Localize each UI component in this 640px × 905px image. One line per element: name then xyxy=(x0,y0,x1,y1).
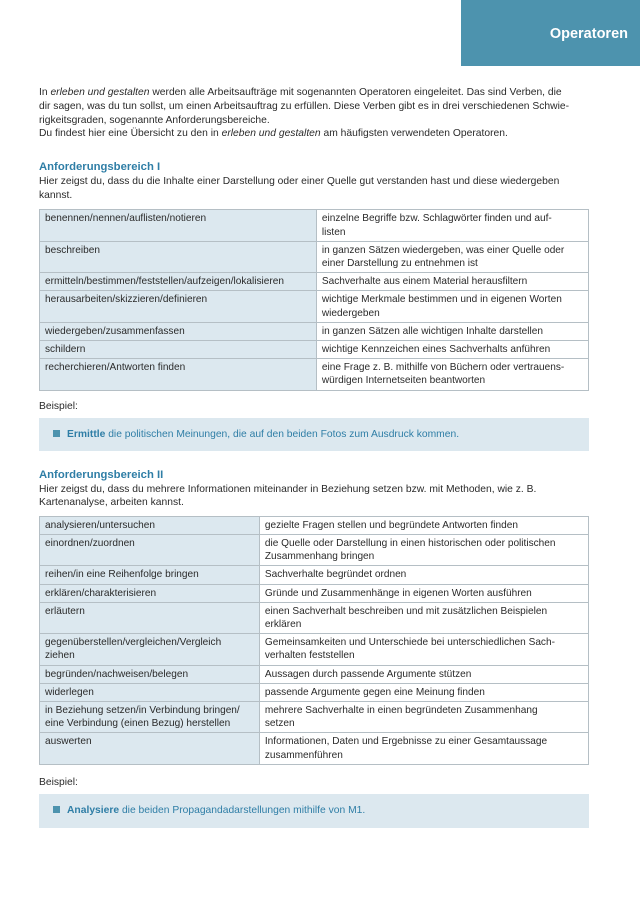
table-row xyxy=(40,535,589,566)
description-cell: Aussagen durch passende Argumente stützen xyxy=(259,665,588,683)
operator-cell: beschreiben xyxy=(40,241,317,272)
operator-cell: recherchieren/Antworten finden xyxy=(40,359,317,390)
description-cell: passende Argumente gegen eine Meinung finden xyxy=(259,683,588,701)
bullet-square-icon xyxy=(53,806,60,813)
description-cell: wichtige Kennzeichen eines Sachverhalts anführen xyxy=(316,341,588,359)
description-cell: einen Sachverhalt beschreiben und mit zusätzlichen Beispielen erklären xyxy=(259,602,588,633)
operator-cell: wiedergeben/zusammenfassen xyxy=(40,322,317,340)
table-row xyxy=(40,702,589,733)
operator-table-2 xyxy=(39,516,589,765)
table-row xyxy=(40,665,589,683)
operator-cell: schildern xyxy=(40,341,317,359)
table-row xyxy=(40,241,589,272)
table-row xyxy=(40,733,589,764)
operator-table-1 xyxy=(39,209,589,390)
table-row xyxy=(40,584,589,602)
bullet-square-icon xyxy=(53,430,60,437)
operator-cell: ermitteln/bestimmen/feststellen/aufzeigen/lokalisieren xyxy=(40,273,317,291)
chapter-title: Operatoren xyxy=(549,26,628,42)
operator-cell: einordnen/zuordnen xyxy=(40,535,260,566)
description-cell: Sachverhalte begründet ordnen xyxy=(259,566,588,584)
description-cell: Sachverhalte aus einem Material herausfiltern xyxy=(316,273,588,291)
description-cell: gezielte Fragen stellen und begründete Antworten finden xyxy=(259,516,588,534)
example-label: Beispiel: xyxy=(39,400,78,412)
chapter-header-tab xyxy=(461,0,640,66)
description-cell: einzelne Begriffe bzw. Schlagwörter finden und auf- listen xyxy=(316,210,588,241)
description-cell: Gründe und Zusammenhänge in eigenen Worten ausführen xyxy=(259,584,588,602)
description-cell: Gemeinsamkeiten und Unterschiede bei unterschiedlichen Sach- verhalten feststellen xyxy=(259,634,588,665)
operator-cell: erläutern xyxy=(40,602,260,633)
operator-cell: analysieren/untersuchen xyxy=(40,516,260,534)
table-row xyxy=(40,634,589,665)
section-description: Hier zeigst du, dass du mehrere Informationen miteinander in Beziehung setzen bzw. mit Methoden, wie z. B. Kartenanalyse, arbeiten kannst. xyxy=(39,483,537,509)
operator-cell: widerlegen xyxy=(40,683,260,701)
section-title: Anforderungsbereich II xyxy=(39,468,164,481)
operator-cell: reihen/in eine Reihenfolge bringen xyxy=(40,566,260,584)
example-text: die politischen Meinungen, die auf den beiden Fotos zum Ausdruck kommen. xyxy=(105,428,460,440)
operator-cell: auswerten xyxy=(40,733,260,764)
table-row xyxy=(40,602,589,633)
description-cell: in ganzen Sätzen alle wichtigen Inhalte darstellen xyxy=(316,322,588,340)
table-row xyxy=(40,683,589,701)
section-title: Anforderungsbereich I xyxy=(39,161,161,174)
description-cell: mehrere Sachverhalte in einen begründeten Zusammenhang setzen xyxy=(259,702,588,733)
page-content xyxy=(39,86,591,828)
operator-cell: herausarbeiten/skizzieren/definieren xyxy=(40,291,317,322)
table-row xyxy=(40,516,589,534)
operator-cell: begründen/nachweisen/belegen xyxy=(40,665,260,683)
table-row xyxy=(40,291,589,322)
description-cell: eine Frage z. B. mithilfe von Büchern oder vertrauens- würdigen Internetseiten beantworten xyxy=(316,359,588,390)
table-row xyxy=(40,273,589,291)
operator-cell: gegenüberstellen/vergleichen/Vergleich ziehen xyxy=(40,634,260,665)
description-cell: Informationen, Daten und Ergebnisse zu einer Gesamtaussage zusammenführen xyxy=(259,733,588,764)
example-label: Beispiel: xyxy=(39,776,78,788)
example-text: die beiden Propagandadarstellungen mithilfe von M1. xyxy=(119,804,366,816)
table-row xyxy=(40,210,589,241)
operator-cell: erklären/charakterisieren xyxy=(40,584,260,602)
description-cell: in ganzen Sätzen wiedergeben, was einer Quelle oder einer Darstellung zu entnehmen ist xyxy=(316,241,588,272)
description-cell: wichtige Merkmale bestimmen und in eigenen Worten wiedergeben xyxy=(316,291,588,322)
operator-cell: benennen/nennen/auflisten/notieren xyxy=(40,210,317,241)
table-row xyxy=(40,341,589,359)
table-row xyxy=(40,322,589,340)
operator-cell: in Beziehung setzen/in Verbindung bringen/ eine Verbindung (einen Bezug) herstellen xyxy=(40,702,260,733)
example-box xyxy=(39,794,589,828)
table-row xyxy=(40,566,589,584)
intro-paragraph-2: Du findest hier eine Übersicht zu den in erleben und gestalten am häufigsten verwendeten Operatoren. xyxy=(39,128,508,140)
table-row xyxy=(40,359,589,390)
book-title: erleben und gestalten xyxy=(221,128,321,140)
section-description: Hier zeigst du, dass du die Inhalte einer Darstellung oder einer Quelle gut verstanden hast und diese wiedergeben kannst. xyxy=(39,176,560,201)
example-box xyxy=(39,418,589,451)
intro-text xyxy=(39,86,591,141)
description-cell: die Quelle oder Darstellung in einen historischen oder politischen Zusammenhang bringen xyxy=(259,535,588,566)
example-operator: Analysiere xyxy=(67,804,120,816)
example-operator: Ermittle xyxy=(67,428,106,440)
intro-paragraph-1: In erleben und gestalten werden alle Arbeitsaufträge mit sogenannten Operatoren eingeleitet. Das sind Verben, die dir sagen, was du tun sollst, um einen Arbeitsauftrag zu erfüllen. Diese Verben gibt es in drei verschiedenen Schwie- rigkeitsgraden, sogenannte Anforderungsbereiche. xyxy=(39,87,570,126)
book-title: erleben und gestalten xyxy=(50,87,150,98)
